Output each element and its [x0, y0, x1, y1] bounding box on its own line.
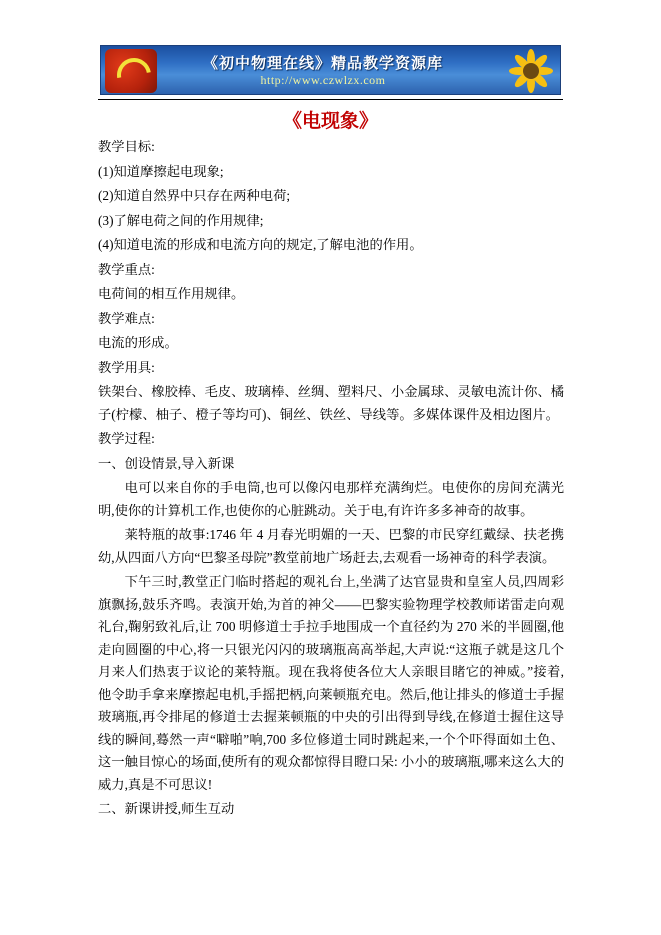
document-paragraph: 莱特瓶的故事:1746 年 4 月春光明媚的一天、巴黎的市民穿红戴绿、扶老携幼,从四面八方向“巴黎圣母院”教堂前地广场赶去,去观看一场神奇的科学表演。 — [98, 527, 564, 565]
document-paragraph: 教学目标: — [98, 139, 155, 154]
document-body — [98, 136, 564, 823]
document-paragraph: (3)了解电荷之间的作用规律; — [98, 212, 264, 228]
site-banner — [100, 45, 561, 95]
document-paragraph: (1)知道摩擦起电现象; — [98, 163, 224, 179]
document-paragraph: 教学难点: — [98, 310, 155, 326]
document-paragraph: 下午三时,教堂正门临时搭起的观礼台上,坐满了达官显贵和皇室人员,四周彩旗飘扬,鼓乐齐鸣。表演开始,为首的神父——巴黎实验物理学校教师诺雷走向观礼台,鞠躬致礼后,让 700 明修道士手拉手地围成一个直径约为 270 米的半圆圈,他走向圆圈的中心,将一只银光闪闪的玻璃瓶高高举起,大声说:“这瓶子就是这几个月来人们热衷于议论的莱特瓶。现在我将使各位大人亲眼目睹它的神威。”接着,他令助手拿来摩擦起电机,手摇把柄,向莱顿瓶充电。然后,他让排头的修道士手握玻璃瓶,再令排尾的修道士去握莱顿瓶的中央的引出得到导线,在修道士握住这导线的瞬间,蓦然一声“噼啪”响,700 多位修道士同时跳起来,一个个吓得面如土色、这一触目惊心的场面,使所有的观众都惊得目瞪口呆: 小小的玻璃瓶,哪来这么大的威力,真是不可思议! — [98, 574, 564, 792]
flame-logo-icon — [105, 49, 157, 93]
document-paragraph: (4)知道电流的形成和电流方向的规定,了解电池的作用。 — [98, 237, 423, 252]
document-paragraph: 教学重点: — [98, 261, 155, 277]
document-paragraph: 铁架台、橡胶棒、毛皮、玻璃棒、丝绸、塑料尺、小金属球、灵敏电流计你、橘子(柠檬、柚子、橙子等均可)、铜丝、铁丝、导线等。多媒体课件及相边图片。 — [98, 384, 564, 422]
document-paragraph: 电流的形成。 — [98, 335, 178, 350]
document-paragraph: (2)知道自然界中只存在两种电荷; — [98, 188, 291, 203]
page-title: 《电现象》 — [282, 111, 378, 132]
document-paragraph: 教学过程: — [98, 431, 155, 446]
document-paragraph: 教学用具: — [98, 359, 155, 375]
banner-title: 《初中物理在线》精品教学资源库 — [202, 56, 443, 72]
sunflower-icon — [508, 48, 554, 94]
document-paragraph: 一、创设情景,导入新课 — [98, 455, 235, 471]
banner-url: http://www.czwlzx.com — [260, 73, 386, 87]
header-divider — [98, 99, 563, 100]
document-paragraph: 电可以来自你的手电筒,也可以像闪电那样充满绚烂。电使你的房间充满光明,使你的计算机工作,也使你的心脏跳动。关于电,有许许多多神奇的故事。 — [98, 480, 564, 518]
document-paragraph: 电荷间的相互作用规律。 — [98, 286, 245, 301]
document-paragraph: 二、新课讲授,师生互动 — [98, 801, 235, 816]
